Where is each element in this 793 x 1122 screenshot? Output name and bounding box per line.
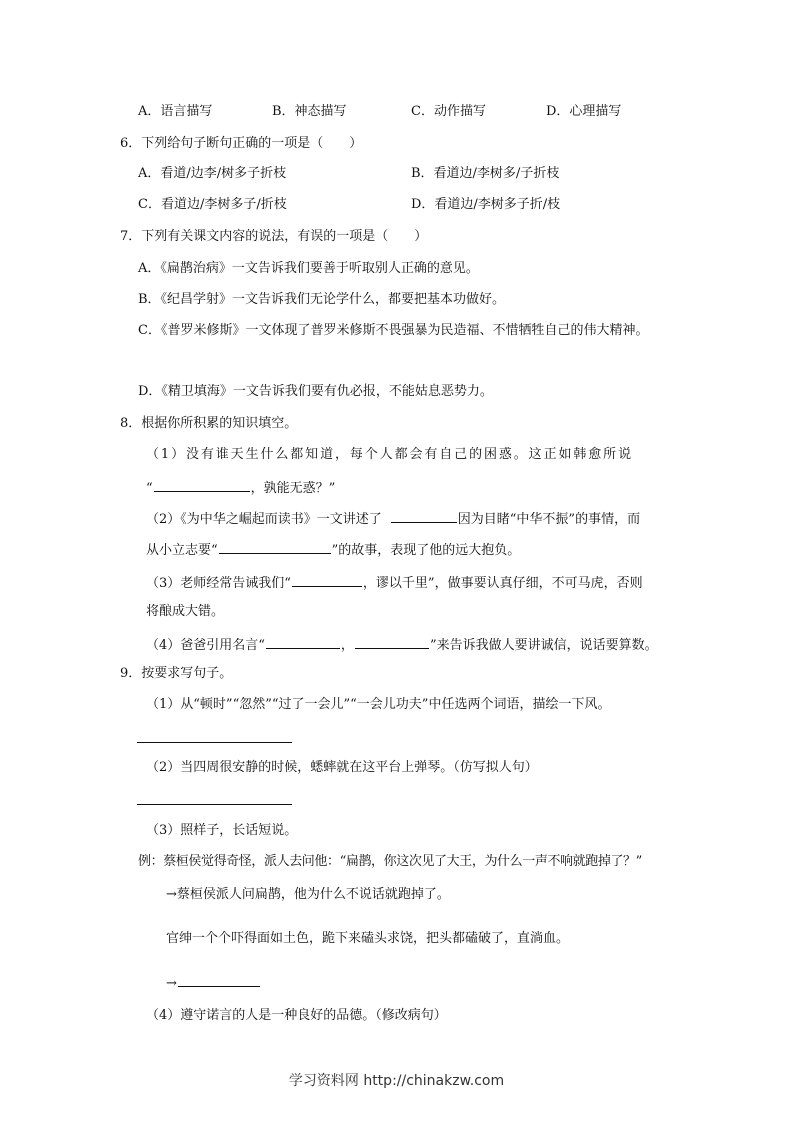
- q9-item2: （2）当四周很安静的时候，蟋蟀就在这平台上弹琴。（仿写拟人句）: [146, 760, 538, 775]
- q8-item2-blank2[interactable]: [219, 539, 331, 554]
- q8-item2-blank1[interactable]: [391, 508, 457, 523]
- q6-option-a: A．看道/边李/树多子折枝: [138, 166, 287, 181]
- q8-item2-line2: [146, 539, 520, 560]
- q8-item1-blank[interactable]: [154, 477, 250, 492]
- q9-example: 例：蔡桓侯觉得奇怪，派人去问他：“扁鹊，你这次见了大王，为什么一声不响就跑掉了？”: [138, 854, 642, 869]
- q8-item2-line1: [146, 508, 640, 529]
- q9-example-answer: →蔡桓侯派人问扁鹊，他为什么不说话就跑掉了。: [166, 887, 450, 902]
- q9-stem: 9．按要求写句子。: [120, 666, 233, 681]
- q8-item1-text: （1）没有谁天生什么都知道，每个人都会有自己的困惑。这正如韩愈所说: [146, 447, 633, 462]
- q8-item3-line1: [146, 572, 643, 593]
- q6-stem: 6．下列给句子断句正确的一项是（ ）: [120, 136, 363, 151]
- q8-item2-text-a: （2）《为中华之崛起而读书》一文讲述了: [146, 512, 382, 527]
- q9-item1: （1）从“顿时”“忽然”“过了一会儿”“一会儿功夫”中任选两个词语，描绘一下风。: [146, 697, 611, 712]
- q8-item4-text-b: ，: [340, 638, 354, 653]
- q8-item4-blank1[interactable]: [266, 634, 340, 649]
- q5-option-b: B．神态描写: [272, 104, 347, 119]
- q8-item4-text-c: ”来告诉我做人要讲诚信，说话要算数。: [429, 638, 658, 653]
- q9-task-answer: [166, 972, 261, 993]
- q9-item2-answer-line[interactable]: [137, 804, 292, 805]
- q8-item2-text-b: 因为目睹“中华不振”的事情，而: [457, 512, 641, 527]
- q8-item1-open-quote: “: [146, 481, 153, 496]
- q6-option-b: B．看道边/李树多/子折枝: [411, 166, 560, 181]
- q7-option-b: B．《纪昌学射》一文告诉我们无论学什么，都要把基本功做好。: [138, 292, 506, 307]
- q8-item1-close: ，孰能无惑？”: [250, 481, 336, 496]
- q9-item3-blank[interactable]: [178, 972, 260, 987]
- q6-option-c: C．看道边/李树多子/折枝: [138, 197, 287, 212]
- q9-item3: （3）照样子，长话短说。: [146, 823, 298, 838]
- q6-option-d: D．看道边/李树多子折/枝: [411, 197, 561, 212]
- q7-option-c: C．《普罗米修斯》一文体现了普罗米修斯不畏强暴为民造福、不惜牺牲自己的伟大精神。: [138, 323, 649, 338]
- q7-stem: 7．下列有关课文内容的说法，有误的一项是（ ）: [120, 229, 428, 244]
- q9-item1-answer-line[interactable]: [137, 742, 292, 743]
- q8-item4-line: [146, 634, 658, 655]
- q7-option-d: D．《精卫填海》一文告诉我们要有仇必报，不能姑息恶势力。: [138, 384, 493, 399]
- q8-item3-text-a: （3）老师经常告诫我们“: [146, 576, 291, 591]
- q9-item4: （4）遵守诺言的人是一种良好的品德。（修改病句）: [146, 1008, 447, 1023]
- q8-item2-text-c: 从小立志要“: [146, 543, 218, 558]
- q8-item4-blank2[interactable]: [355, 634, 429, 649]
- q5-option-a: A．语言描写: [138, 104, 213, 119]
- q8-item1-line2: [146, 477, 335, 498]
- q8-item2-text-d: ”的故事，表现了他的远大抱负。: [331, 543, 521, 558]
- q8-item3-text-b: ，谬以千里”，做事要认真仔细，不可马虎，否则: [362, 576, 643, 591]
- q8-item3-blank[interactable]: [292, 572, 362, 587]
- q8-stem: 8．根据你所积累的知识填空。: [120, 416, 298, 431]
- q5-option-c: C．动作描写: [411, 104, 486, 119]
- page-footer: 学习资料网 http://chinakzw.com: [288, 1073, 505, 1089]
- q8-item4-text-a: （4）爸爸引用名言“: [146, 638, 265, 653]
- q8-item3-line2: 将酿成大错。: [146, 604, 225, 619]
- q5-option-d: D．心理描写: [546, 104, 622, 119]
- arrow-icon: →: [166, 976, 177, 991]
- q8-item1-line1: [146, 446, 674, 464]
- q9-task-sentence: 官绅一个个吓得面如土色，跪下来磕头求饶，把头都磕破了，直淌血。: [166, 931, 570, 946]
- q7-option-a: A．《扁鹊治病》一文告诉我们要善于听取别人正确的意见。: [138, 261, 479, 276]
